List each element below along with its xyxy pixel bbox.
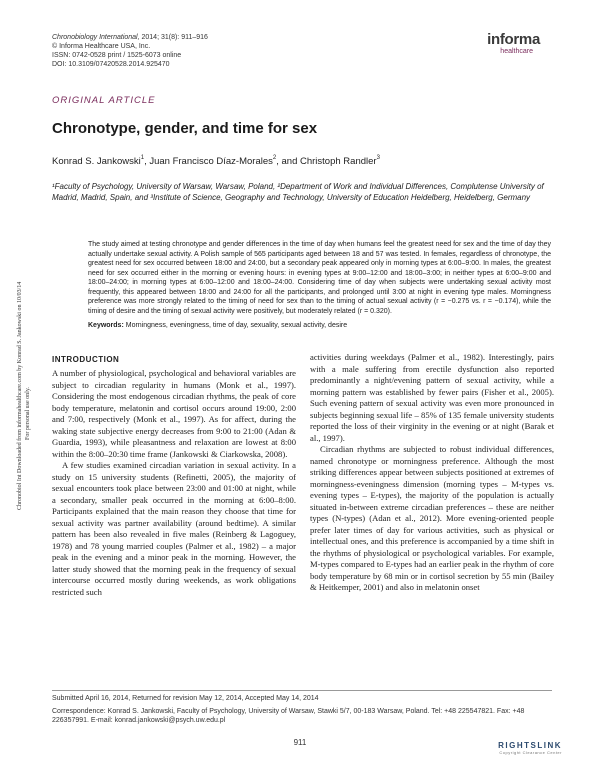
submission-dates: Submitted April 16, 2014, Returned for revision May 12, 2014, Accepted May 14, 2014 [52,695,319,702]
keywords-text: Morningness, eveningness, time of day, sexuality, sexual activity, desire [123,322,348,329]
abstract: The study aimed at testing chronotype and gender differences in the time of day when humans feel the greatest need for sex and the time of day they actually undertake sexual activity. A Polish sample of 565 participants aged between 18 and 57 was tested. In females, regardless of chronotype, the greatest need for sex occurred between 18:00 and 24:00, but a secondary peak appeared only in morning types at 6:00–9:00. In males, the greatest need for sex occurred either in the morning or evening hours: in evening types at 9:00–12:00 and 18:00–3:00; in neither types at 6:00–9:00 and 18:00–24:00; in morning types at 6:00–12:00 and 18:00–24:00. Considering time of day when subjects were undertaking sexual activity most frequently, this appeared between 18:00 and 24:00 for all the participants, and prolonged until 3:00 at night in evening type males. Morningness preference was more strongly related to the timing of need for sex than to the timing of actual sexual activity (r = −0.275 vs. r = −0.174), while the timing of desire and the timing of sexual activity were positively, but moderately related (r = 0.320). [88,241,551,315]
author-list [52,156,380,167]
journal-info [52,33,208,69]
author-name: Konrad S. Jankowski [52,156,141,167]
side-note-line2: For personal use only. [25,387,31,440]
journal-volume: 2014; 31(8): 911–916 [139,34,208,41]
page-number: 911 [293,738,307,747]
publisher-logo [487,32,540,56]
publisher-sub: healthcare [500,48,533,55]
journal-name: Chronobiology International, [52,34,140,41]
body-paragraph: A number of physiological, psychological and behavioral variables are subject to circadian regularity in humans (Monk et al., 1997). Considering the most endogenous circadian rhythms, the peak of core body temperature, melatonin and cortisol occurs around 19:00, 2:00 and 7:00, respectively (Monk et al., 1997). As for affect, during the waking state subjective energy decreases from 9:00 to 21:00 (Adan & Guardia, 1993), while pleasantness and relaxation are lowest at 8:00 within the 8:00–20:30 time frame (Jankowski & Ciarkowska, 2008). [52,368,296,459]
keywords-label: Keywords: [88,322,124,329]
section-heading-introduction: INTRODUCTION [52,355,120,364]
article-type: ORIGINAL ARTICLE [52,95,156,106]
side-note-line1: Chronobiol Int Downloaded from informahealthcare.com by Konrad S. Jankowski on 10/03/14 [17,281,23,510]
keywords [88,322,551,329]
article-title: Chronotype, gender, and time for sex [52,120,318,137]
publisher-name: informa [487,31,540,48]
body-paragraph: activities during weekdays (Palmer et al., 1982). Interestingly, pairs with a male suffering from erectile dysfunction also reported predominantly a night/evening pattern of sexual activity, while a morning pattern was established by fewer pairs (Fisher et al., 2005). Such evening pattern of sexual activity was even more pronounced in subjects beginning sexual life – 85% of 135 female university students reported the loss of their virginity in the evening or at night (Barak et al., 1997). [310,352,554,443]
footnotes [52,690,552,726]
rightslink-logo[interactable] [498,741,562,755]
body-column-right [310,352,554,594]
body-column-left [52,368,296,598]
rightslink-name: RIGHTSLINK [498,741,562,750]
download-side-note [6,250,31,520]
rightslink-subtitle: Copyright Clearance Center [499,750,562,755]
author-affiliation-mark: 1 [140,155,145,161]
affiliations: ¹Faculty of Psychology, University of Warsaw, Warsaw, Poland, ²Department of Work and Individual Differences, Complutense University of Madrid, Madrid, Spain, and ³Institute of Science, Geography and Technology, University of Education Heidelberg, Heidelberg, Germany [52,182,544,202]
correspondence: Correspondence: Konrad S. Jankowski, Faculty of Psychology, University of Warsaw, Stawki 5/7, 00-183 Warsaw, Poland. Tel: +48 225547821. Fax: +48 226357991. E-mail: konrad.jankowski@psych.uw.edu.pl [52,707,525,724]
author-affiliation-mark: 2 [272,155,277,161]
doi-line: DOI: 10.3109/07420528.2014.925470 [52,61,170,68]
journal-citation [52,33,208,42]
author-name: , and Christoph Randler [276,156,377,167]
author-affiliation-mark: 3 [376,155,380,161]
copyright-line: © Informa Healthcare USA, Inc. [52,43,151,50]
body-paragraph: A few studies examined circadian variation in sexual activity. In a study on 15 university students (Refinetti, 2005), the majority of sexual encounters took place between 23:00 and 01:00 at night, while a secondary, smaller peak occurred in the morning at 6:00–8:00. Participants explained that the main reason they choose that time for sexual activity was partner availability (around bedtime). A similar pattern has been also revealed in five males (Reinberg & Lagoguey, 1978) and 78 young married couples (Palmer et al., 1982) – a major peak in the evening and a minor peak in the morning. However, the latter study showed that the morning peak in the frequency of sexual intercourse occurred mostly during weekends, as work obligations restricted such [52,460,296,597]
issn-line: ISSN: 0742-0528 print / 1525-6073 online [52,52,182,59]
body-paragraph: Circadian rhythms are subjected to robust individual differences, named chronotype or morningness preference. Although the most striking differences appear between subjects positioned at extremes of morningness-eveningness dimension (morning types – M-types vs. evening types – E-types), the majority of the population is actually situated in-between extreme circadian preferences – these are neither types (N-types) (Adan et al., 2012). More evening-oriented people prefer later times of day for various activities, such as physical or intellectual ones, and this preference is accompanied by a time shift in the rhythms of physiological or psychological variables. For example, M-types compared to E-types had an earlier peak in the rhythm of core body temperature by 68 min or in cortisol secretion by 55 min (Bailey & Heitkemper, 2001) and also in melatonin onset [310,444,554,592]
author-name: , Juan Francisco Díaz-Morales [144,156,273,167]
